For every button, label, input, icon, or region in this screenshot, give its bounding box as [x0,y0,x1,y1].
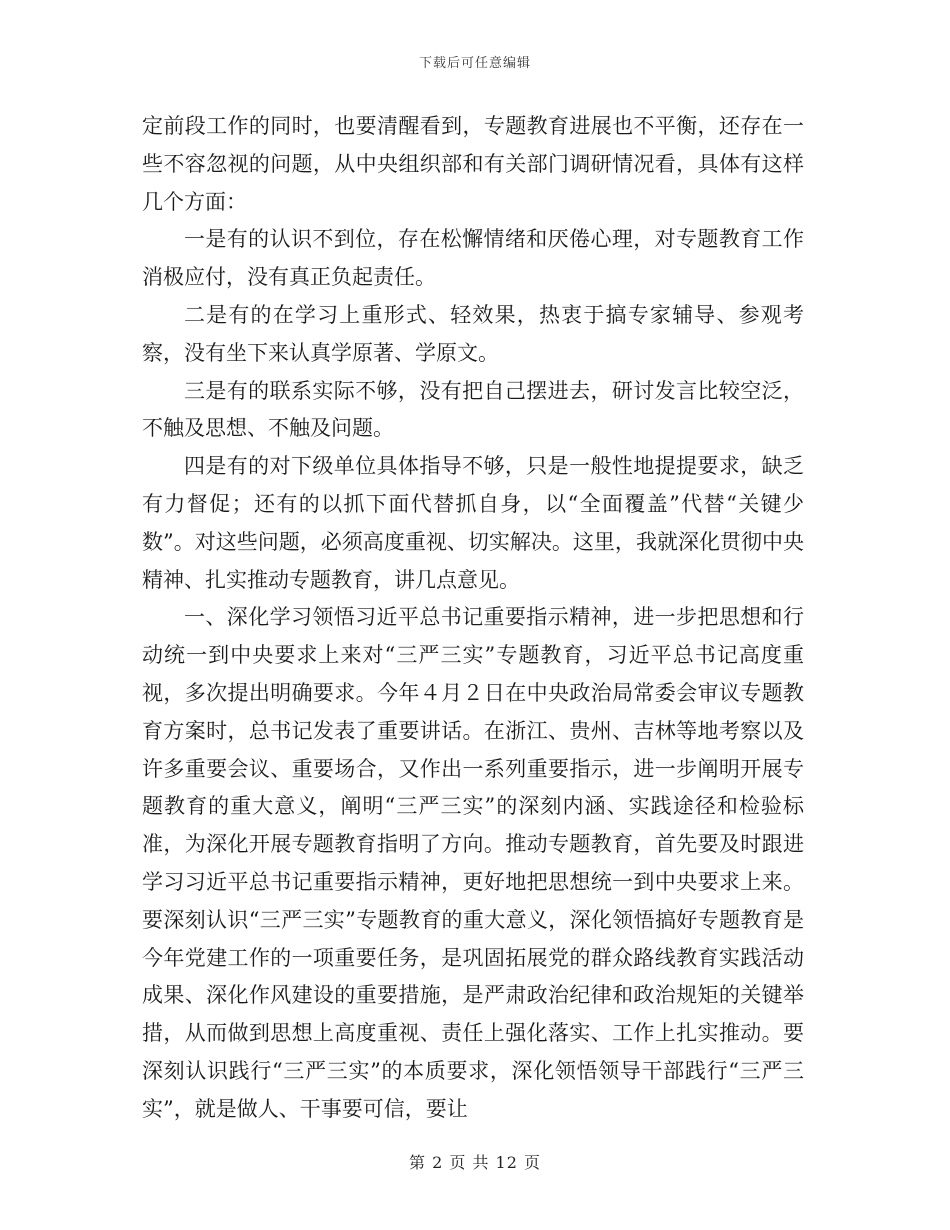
document-body [142,108,804,1129]
paragraph-section-one: 一、深化学习领悟习近平总书记重要指示精神，进一步把思想和行动统一到中央要求上来对“三严三实”专题教育，习近平总书记高度重视，多次提出明确要求。今年４月２日在中央政治局常委会审议专题教育方案时，总书记发表了重要讲话。在浙江、贵州、吉林等地考察以及许多重要会议、重要场合，又作出一系列重要指示，进一步阐明开展专题教育的重大意义，阐明“三严三实”的深刻内涵、实践途径和检验标准，为深化开展专题教育指明了方向。推动专题教育，首先要及时跟进学习习近平总书记重要指示精神，更好地把思想统一到中央要求上来。要深刻认识“三严三实”专题教育的重大意义，深化领悟搞好专题教育是今年党建工作的一项重要任务，是巩固拓展党的群众路线教育实践活动成果、深化作风建设的重要措施，是严肃政治纪律和政治规矩的关键举措，从而做到思想上高度重视、责任上强化落实、工作上扎实推动。要深刻认识践行“三严三实”的本质要求，深化领悟领导干部践行“三严三实”，就是做人、干事要可信，要让 [142,605,804,1121]
page-header-note: 下载后可任意编辑 [418,56,531,71]
paragraph-continuation: 定前段工作的同时，也要清醒看到，专题教育进展也不平衡，还存在一些不容忽视的问题，从中央组织部和有关部门调研情况看，具体有这样几个方面： [142,114,804,214]
paragraph-point-two: 二是有的在学习上重形式、轻效果，热衷于搞专家辅导、参观考察，没有坐下来认真学原著、学原文。 [142,302,804,365]
paragraph-point-one: 一是有的认识不到位，存在松懈情绪和厌倦心理，对专题教育工作消极应付，没有真正负起责任。 [142,227,804,290]
page-number: 第 2 页 共 12 页 [409,1153,541,1172]
paragraph-point-four: 四是有的对下级单位具体指导不够，只是一般性地提提要求，缺乏有力督促；还有的以抓下面代替抓自身，以“全面覆盖”代替“关键少数”。对这些问题，必须高度重视、切实解决。这里，我就深化贯彻中央精神、扎实推动专题教育，讲几点意见。 [142,454,804,592]
paragraph-point-three: 三是有的联系实际不够，没有把自己摆进去，研讨发言比较空泛，不触及思想、不触及问题。 [142,378,804,441]
